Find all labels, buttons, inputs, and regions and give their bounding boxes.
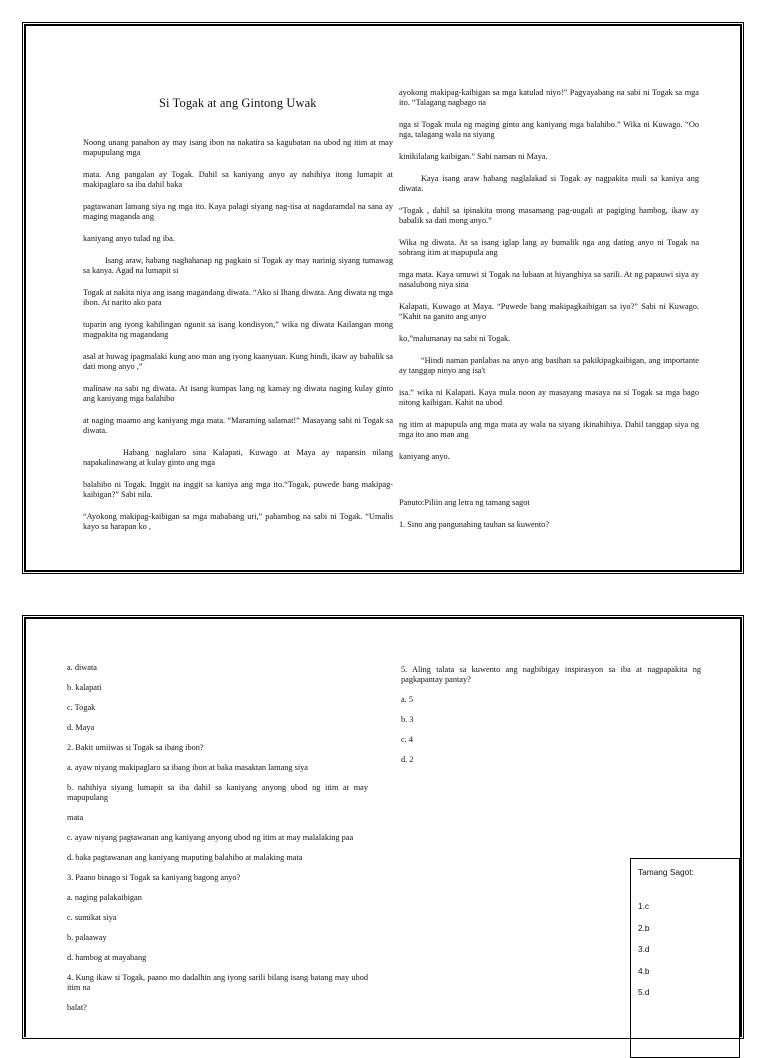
question: 4. Kung ikaw si Togak, paano mo dadalhin ang iyong sarili bilang isang batang may ubod itim na — [67, 973, 368, 992]
paragraph: ng itim at mapupula ang mga mata ay wala na siyang ikinahihiya. Dahil tanggap siya ng mga ito ano man ang — [399, 420, 699, 439]
paragraph: pagtawanan lamang siya ng mga ito. Kaya palagi siyang nag-iisa at nagdaramdal na sana ay maging maganda ang — [83, 202, 393, 221]
quiz-left-column — [67, 663, 368, 1023]
paragraph: asal at huwag ipagmalaki kung ano man ang iyong kaanyuan. Kung hindi, ikaw ay babalik sa dati mong anyo ,” — [83, 352, 393, 371]
answer-key-item: 5.d — [638, 987, 650, 997]
paragraph: mata. Ang pangalan ay Togak. Dahil sa kaniyang anyo ay nahihiya itong lumapit at makipaglaro sa iba dahil baka — [83, 170, 393, 189]
paragraph: malinaw na sabi ng diwata. At isang kumpas lang ng kamay ng diwata naging kulay ginto ang kaniyang mga balahibo — [83, 384, 393, 403]
paragraph: Togak at nakita niya ang isang magandang diwata. “Ako si Ihang diwata. Ang diwata ng mga ibon. At narito ako para — [83, 288, 393, 307]
paragraph: Noong unang panahon ay may isang ibon na nakatira sa kagubatan na ubod ng itim at may mapupulang mga — [83, 138, 393, 157]
paragraph: “Hindi naman panlabas na anyo ang basihan sa pakikipagkaibigan, ang importante ay tanggap ninyo ang isa't — [399, 356, 699, 375]
choice: mata — [67, 813, 84, 822]
question-1: 1. Sino ang pangunahing tauhan sa kuwento? — [399, 520, 550, 529]
choice: b. nahihiya siyang lumapit sa iba dahil sa kaniyang anyong ubod ng itim at may mapupulang — [67, 783, 368, 802]
paragraph: ko,”malumanay na sabi ni Togak. — [399, 334, 511, 343]
paragraph: ayokong makipag-kaibigan sa mga katulad niyo!” Pagyayabang na sabi ni Togak sa mga ito. “Talagang nagbago na — [399, 88, 699, 107]
choice: a. 5 — [401, 695, 413, 704]
quiz-right-column — [401, 665, 701, 775]
paragraph: nga si Togak mula ng maging ginto ang kaniyang mga balahibo.” Wika ni Kuwago. “Oo nga, talagang wala na siyang — [399, 120, 699, 139]
paragraph: Isang araw, habang naghahanap ng pagkain si Togak ay may narinig siyang tumawag sa kanya. Agad na lumapit si — [83, 256, 393, 275]
question: 2. Bakit umiiwas si Togak sa ibang ibon? — [67, 743, 204, 752]
paragraph: kaniyang anyo. — [399, 452, 450, 461]
choice: a. diwata — [67, 663, 97, 672]
choice: a. ayaw niyang makipaglaro sa ibang ibon at baka masaktan lamang siya — [67, 763, 308, 772]
paragraph: balahibo ni Togak. Inggit na inggit sa kaniya ang mga ito.“Togak, puwede bang makipag-kaibigan?” Sabi nila. — [83, 480, 393, 499]
paragraph: mga mata. Kaya umuwi si Togak na lubaan at hiyanghiya sa sarili. At ng papauwi siya ay nasalubong niya sina — [399, 270, 699, 289]
choice: d. baka pagtawanan ang kaniyang maputing balahibo at malaking mata — [67, 853, 303, 862]
choice: b. 3 — [401, 715, 414, 724]
choice: c. ayaw niyang pagtawanan ang kaniyang anyong ubod ng itim at may malalaking paa — [67, 833, 354, 842]
story-left-column — [83, 138, 393, 544]
answer-key-item: 4.b — [638, 965, 650, 976]
question: balat? — [67, 1003, 87, 1012]
answer-key-list — [638, 901, 650, 1009]
paragraph: Kaya isang araw habang naglalakad si Togak ay nagpakita muli sa kaniya ang diwata. — [399, 174, 699, 193]
choice: c. 4 — [401, 735, 413, 744]
question: 5. Aling talata sa kuwento ang nagbibigay inspirasyon sa iba at nagpapakita ng pagkapantay pantay? — [401, 665, 701, 684]
paragraph: isa.” wika ni Kalapati. Kaya mula noon ay masayang masaya na si Togak sa mga bago nitong kaibigan. Kahit na ubod — [399, 388, 699, 407]
paragraph: “Ayokong makipag-kaibigan sa mga mababang uri,” pahambog na sabi ni Togak. “Umalis kayo sa harapan ko , — [83, 512, 393, 531]
paragraph: Wika ng diwata. At sa isang iglap lang ay bumalik nga ang dating anyo ni Togak na sobrang itim at mapupula ang — [399, 238, 699, 257]
choice: c. Togak — [67, 703, 96, 712]
question: 3. Paano binago si Togak sa kaniyang bagong anyo? — [67, 873, 241, 882]
answer-key-box — [630, 858, 740, 1058]
paragraph: at naging maamo ang kaniyang mga mata. “Maraming salamat!” Masayang sabi ni Togak sa diwata. — [83, 416, 393, 435]
answer-key-item: 1.c — [638, 901, 650, 911]
document-page-2 — [24, 617, 742, 1037]
choice: b. palaaway — [67, 933, 107, 942]
choice: d. Maya — [67, 723, 95, 732]
story-title: Si Togak at ang Gintong Uwak — [159, 96, 317, 110]
paragraph: kinikilalang kaibigan.” Sabi naman ni Maya. — [399, 152, 548, 161]
answer-key-title: Tamang Sagot: — [638, 867, 694, 877]
story-right-column — [399, 88, 699, 542]
paragraph: kaniyang anyo tulad ng iba. — [83, 234, 175, 243]
answer-key-item: 2.b — [638, 922, 650, 933]
paragraph: Kalapati, Kuwago at Maya. “Puwede bang makipagkaibigan sa iyo?” Sabi ni Kuwago. “Kahit na ganito ang anyo — [399, 302, 699, 321]
choice: a. naging palakaibigan — [67, 893, 142, 902]
document-page-1 — [24, 24, 742, 572]
choice: d. 2 — [401, 755, 414, 764]
answer-key-item: 3.d — [638, 944, 650, 954]
choice: d. hambog at mayabang — [67, 953, 147, 962]
paragraph: Habang naglalaro sina Kalapati, Kuwago at Maya ay napansin nilang napakalinawang at kulay ginto ang mga — [83, 448, 393, 467]
paragraph: “Togak , dahil sa ipinakita mong masamang pag-uugali at pagiging hambog, ikaw ay babalik sa dati mong anyo.” — [399, 206, 699, 225]
paragraph: tuparin ang iyong kahilingan ngunit sa isang kondisyon,” wika ng diwata Kailangan mong magpakita ng magandang — [83, 320, 393, 339]
choice: b. kalapati — [67, 683, 102, 692]
choice: c. sumikat siya — [67, 913, 117, 922]
instructions: Panuto:Piliin ang letra ng tamang sagot — [399, 498, 530, 507]
